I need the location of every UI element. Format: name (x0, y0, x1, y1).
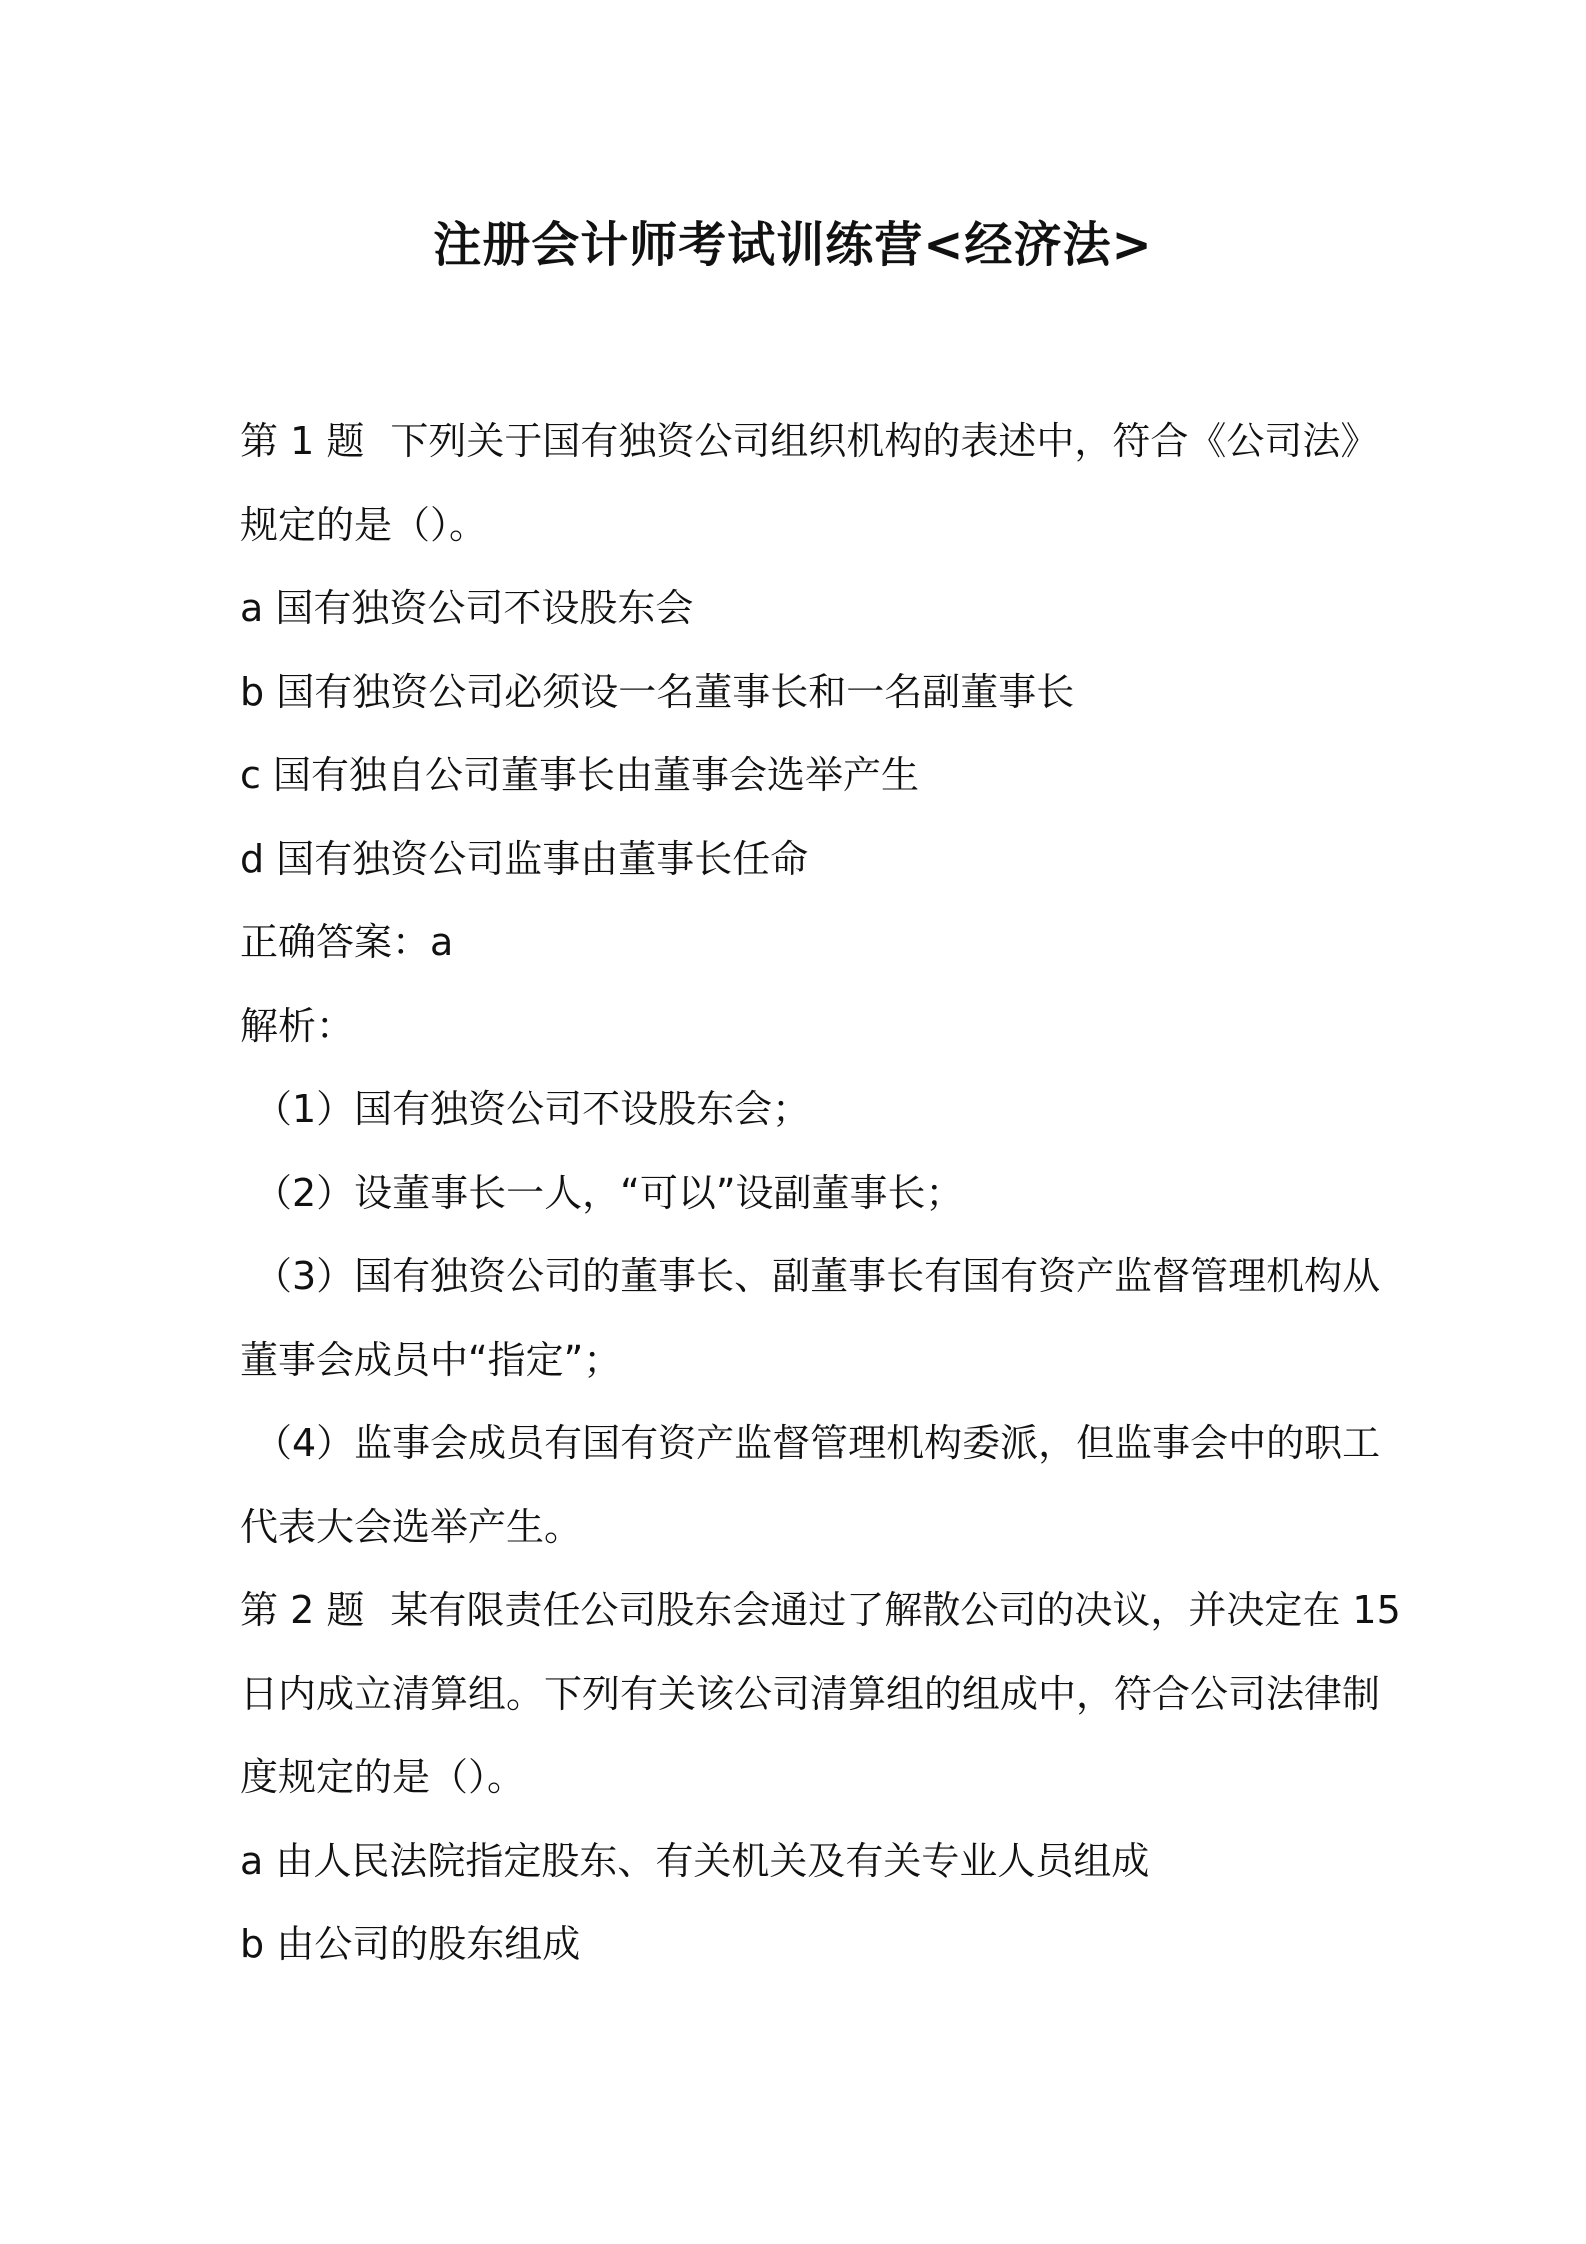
question-stem-line (240, 1569, 1401, 1653)
option-a: a 由人民法院指定股东、有关机关及有关专业人员组成 (240, 1838, 1150, 1883)
question-number: 第 2 题 (240, 1588, 365, 1632)
page-title: 注册会计师考试训练营<经济法> (433, 217, 1153, 273)
option-b: b 由公司的股东组成 (240, 1922, 581, 1966)
analysis-line: （4）监事会成员有国有资产监督管理机构委派，但监事会中的职工 (254, 1421, 1381, 1465)
option-c: c 国有独自公司董事长由董事会选举产生 (240, 753, 919, 797)
analysis-line: 董事会成员中“指定”； (240, 1337, 622, 1382)
document-body (240, 400, 1401, 1987)
option-b: b 国有独资公司必须设一名董事长和一名副董事长 (240, 669, 1075, 714)
question-number: 第 1 题 (240, 419, 365, 463)
question-stem-line: 度规定的是（）。 (240, 1755, 526, 1799)
analysis-line: （3）国有独资公司的董事长、副董事长有国有资产监督管理机构从 (254, 1254, 1381, 1298)
analysis-label: 解析： (240, 1003, 355, 1048)
analysis-line: （2）设董事长一人，“可以”设副董事长； (254, 1170, 964, 1215)
question-stem-text: 某有限责任公司股东会通过了解散公司的决议，并决定在 15 (390, 1588, 1401, 1632)
question-stem-text: 下列关于国有独资公司组织机构的表述中，符合《公司法》 (390, 419, 1379, 463)
question-1 (240, 400, 1381, 1569)
correct-answer: 正确答案：a (240, 920, 454, 964)
option-a: a 国有独资公司不设股东会 (240, 586, 694, 630)
question-2 (240, 1569, 1401, 1987)
analysis-line: （1）国有独资公司不设股东会； (254, 1087, 811, 1131)
option-d: d 国有独资公司监事由董事长任命 (240, 836, 809, 881)
question-stem-line: 日内成立清算组。下列有关该公司清算组的组成中，符合公司法律制 (240, 1671, 1381, 1716)
question-stem-line (240, 400, 1379, 484)
question-stem-line: 规定的是（）。 (240, 502, 488, 547)
analysis-line: 代表大会选举产生。 (240, 1504, 583, 1549)
